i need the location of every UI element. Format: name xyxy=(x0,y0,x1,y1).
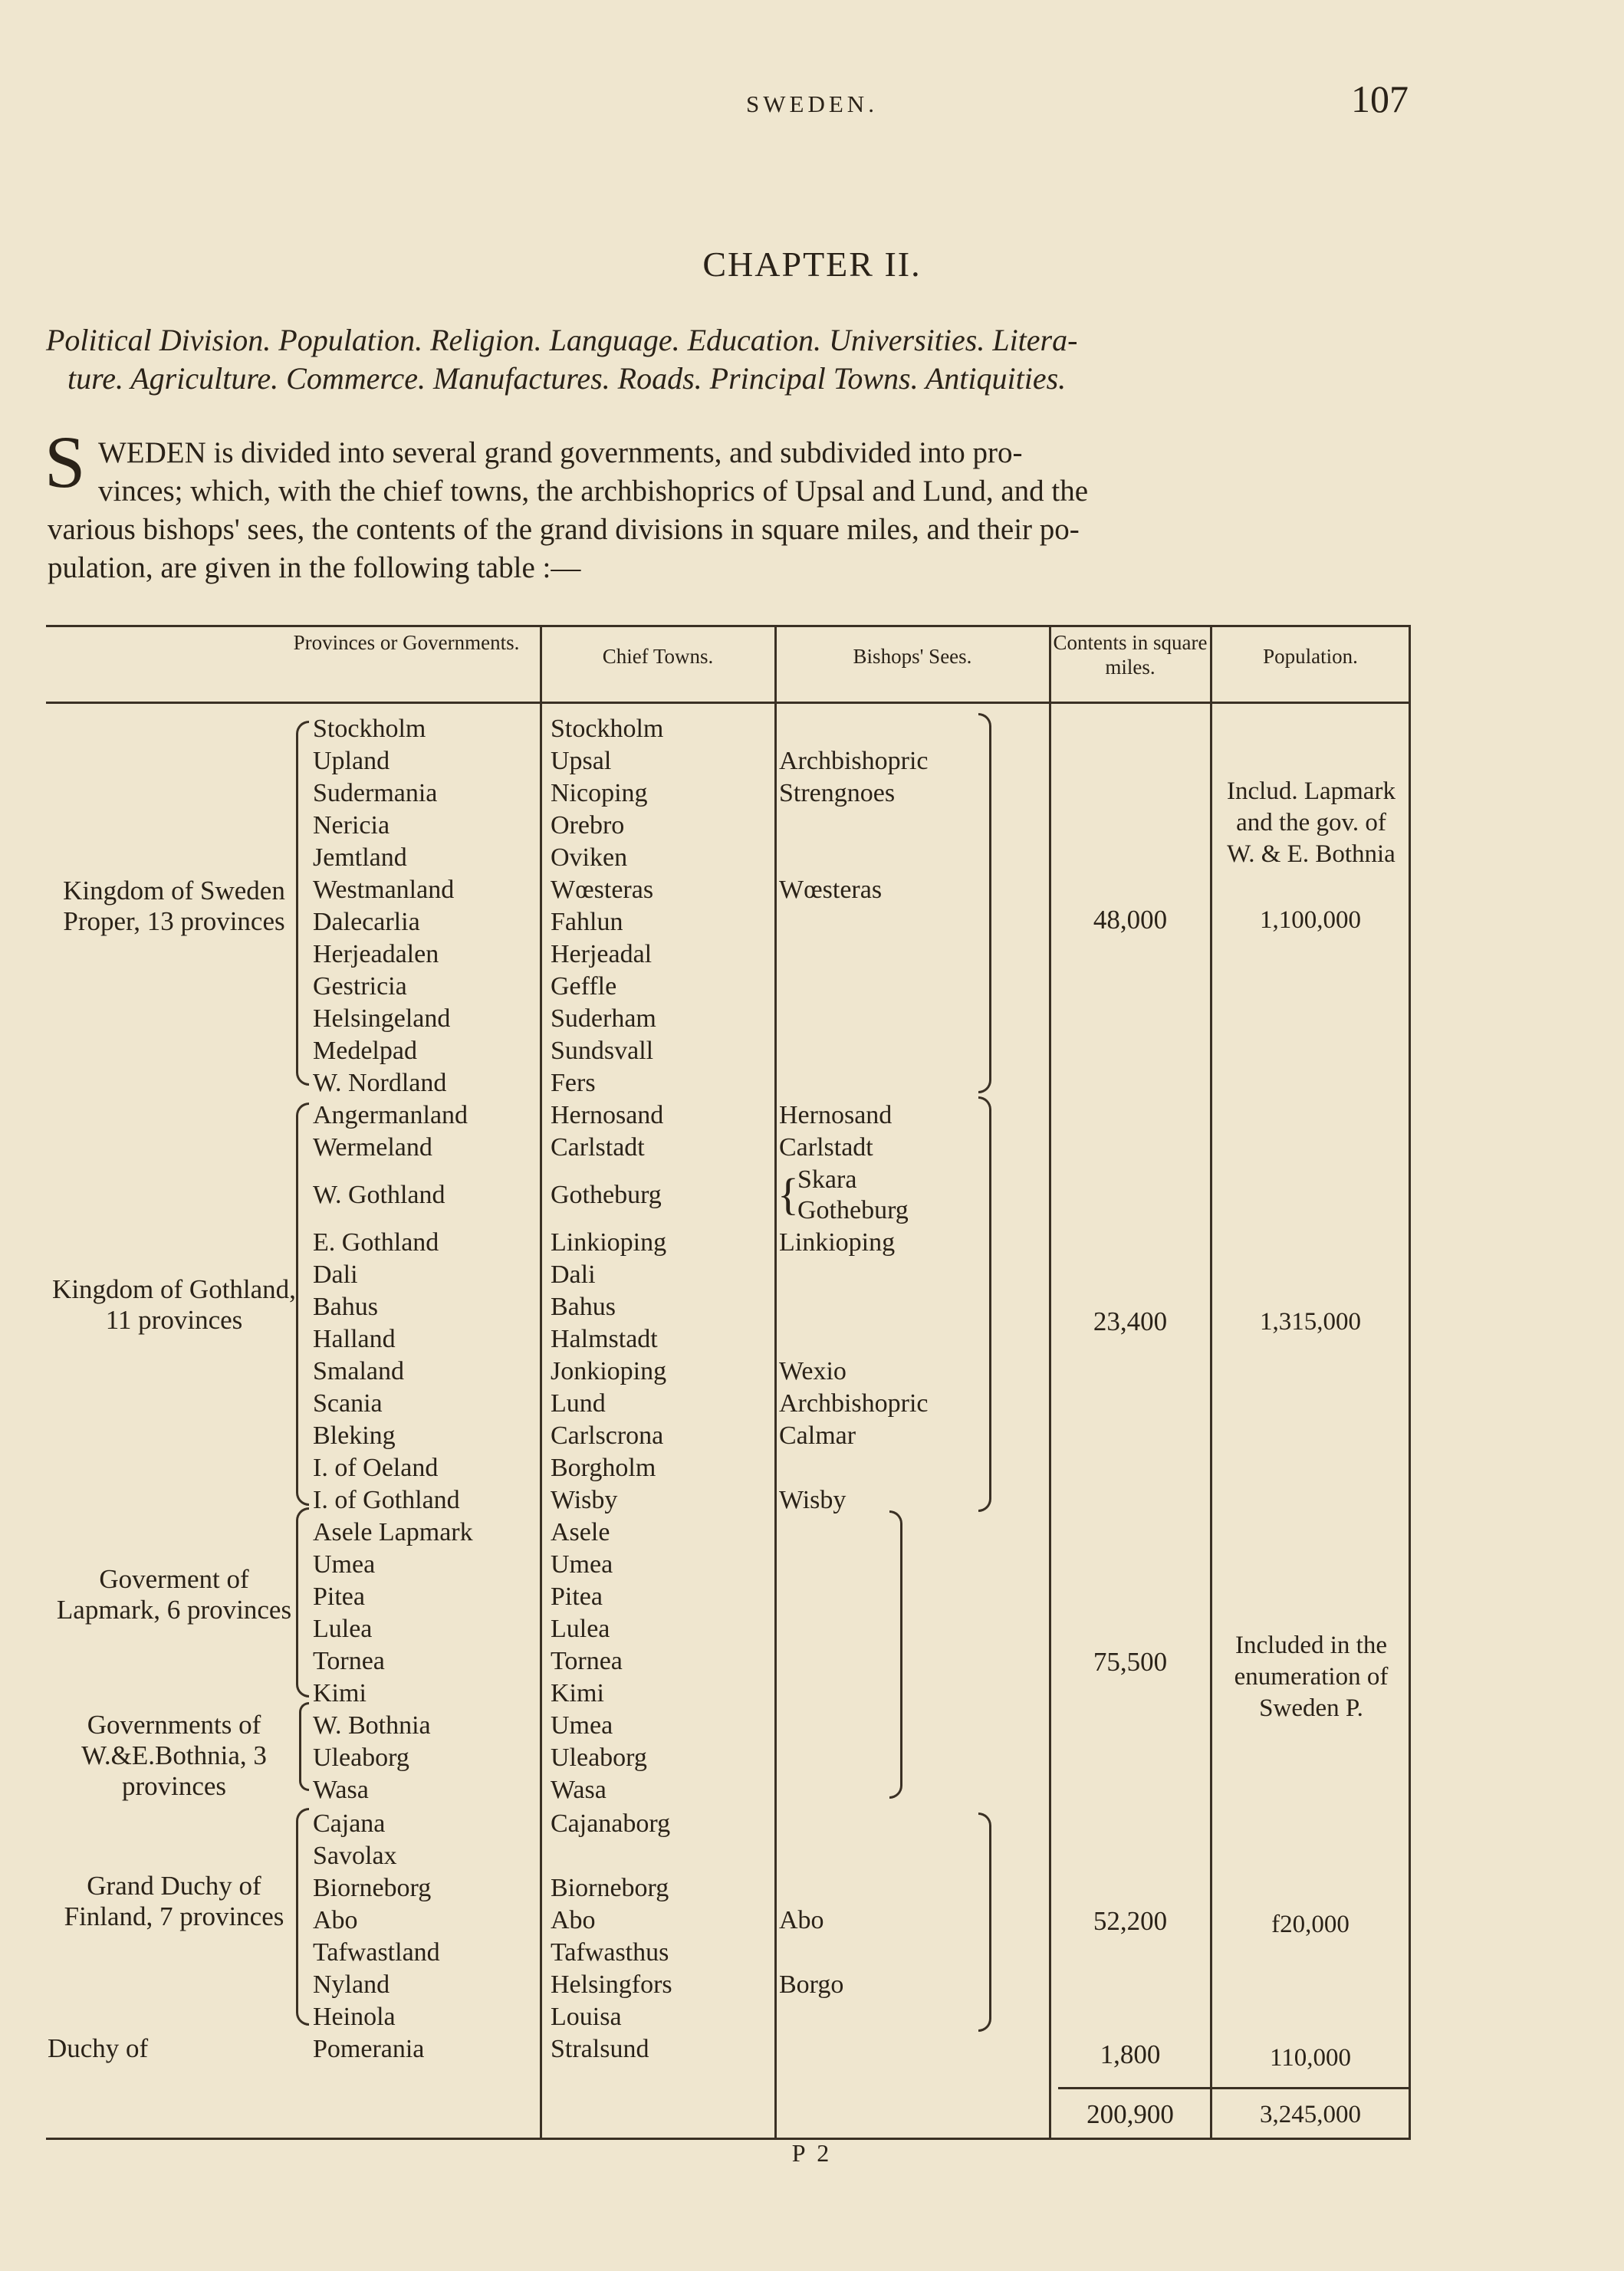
town-cell: Bahus xyxy=(551,1293,616,1321)
brace-bothnia-provinces xyxy=(299,1702,309,1791)
town-cell: Lund xyxy=(551,1389,606,1418)
province-cell: Biorneborg xyxy=(313,1874,432,1902)
header-bishops-sees: Bishops' Sees. xyxy=(853,645,972,668)
page-number: 107 xyxy=(1351,77,1409,120)
province-cell: Savolax xyxy=(313,1842,397,1870)
town-cell: Uleaborg xyxy=(551,1744,647,1772)
province-cell: Medelpad xyxy=(313,1037,417,1065)
see-cell: Archbishopric xyxy=(779,747,929,775)
running-head: SWEDEN. xyxy=(746,90,878,117)
col-rule-1 xyxy=(540,625,542,2139)
contents-pomerania: 1,800 xyxy=(1100,2039,1161,2069)
province-cell: Umea xyxy=(313,1550,376,1579)
see-cell: Wœsteras xyxy=(779,876,883,904)
province-cell: W. Bothnia xyxy=(313,1711,431,1740)
town-cell: Abo xyxy=(551,1906,596,1934)
group-label-finland: Grand Duchy of Finland, 7 provinces xyxy=(64,1871,284,1931)
province-cell: Bleking xyxy=(313,1421,396,1450)
col-rule-5 xyxy=(1409,625,1411,2139)
province-cell: Upland xyxy=(313,747,390,775)
town-cell: Wasa xyxy=(551,1776,607,1804)
province-cell: Tornea xyxy=(313,1647,385,1675)
population-finland: f20,000 xyxy=(1271,1911,1349,1938)
town-cell: Suderham xyxy=(551,1004,656,1033)
brace-gothland-provinces xyxy=(296,1103,309,1506)
brace-gothland-sees xyxy=(978,1096,991,1512)
intro-line-2: vinces; which, with the chief towns, the archbishoprics of Upsal and Lund, and the xyxy=(98,475,1089,508)
province-cell: Nyland xyxy=(313,1970,390,1999)
population-gothland: 1,315,000 xyxy=(1260,1308,1361,1336)
town-cell: Nicoping xyxy=(551,779,648,807)
population-note-sweden-proper: Includ. Lapmark and the gov. of W. & E. Bothnia xyxy=(1227,777,1396,868)
province-cell: Westmanland xyxy=(313,876,455,904)
town-cell: Umea xyxy=(551,1550,613,1579)
town-cell: Oviken xyxy=(551,843,628,872)
intro-line-3: various bishops' sees, the contents of the grand divisions in square miles, and their po- xyxy=(48,513,1080,546)
see-cell: Gotheburg xyxy=(797,1196,909,1224)
table-header-rule xyxy=(46,702,1411,704)
province-cell: Cajana xyxy=(313,1809,386,1838)
town-cell: Fers xyxy=(551,1069,596,1097)
town-cell: Lulea xyxy=(551,1615,610,1643)
province-cell: Nericia xyxy=(313,811,390,840)
contents-lapmark: 75,500 xyxy=(1093,1647,1168,1677)
table-top-rule xyxy=(46,625,1411,627)
col-rule-2 xyxy=(774,625,777,2139)
province-cell: Pitea xyxy=(313,1582,365,1611)
see-cell: Borgo xyxy=(779,1970,844,1999)
group-label-pomerania: Duchy of xyxy=(48,2033,149,2063)
see-cell: Wisby xyxy=(779,1486,847,1514)
province-cell: Wasa xyxy=(313,1776,369,1804)
town-cell: Asele xyxy=(551,1518,610,1546)
header-population: Population. xyxy=(1263,645,1358,668)
province-cell: I. of Oeland xyxy=(313,1454,439,1482)
group-label-gothland: Kingdom of Gothland, 11 provinces xyxy=(52,1274,296,1335)
brace-finland-provinces xyxy=(296,1808,309,2026)
town-cell: Louisa xyxy=(551,2003,622,2031)
town-cell: Borgholm xyxy=(551,1454,656,1482)
chapter-subtitle-line-1: Political Division. Population. Religion. Language. Education. Universities. Litera- xyxy=(46,323,1078,357)
town-cell: Helsingfors xyxy=(551,1970,672,1999)
chapter-title: CHAPTER II. xyxy=(702,245,922,284)
province-cell: Heinola xyxy=(313,2003,396,2031)
contents-finland: 52,200 xyxy=(1093,1906,1168,1936)
town-cell: Linkioping xyxy=(551,1228,667,1257)
population-pomerania: 110,000 xyxy=(1269,2044,1352,2072)
town-cell: Wisby xyxy=(551,1486,618,1514)
province-cell: Scania xyxy=(313,1389,383,1418)
town-cell: Herjeadal xyxy=(551,940,653,968)
province-cell: Sudermania xyxy=(313,779,438,807)
see-cell: Skara xyxy=(797,1165,857,1194)
see-cell: Linkioping xyxy=(779,1228,896,1257)
see-cell: Carlstadt xyxy=(779,1133,873,1162)
province-cell: Lulea xyxy=(313,1615,373,1643)
town-cell: Carlstadt xyxy=(551,1133,645,1162)
province-cell: Halland xyxy=(313,1325,396,1353)
header-contents: Contents in square miles. xyxy=(1053,631,1208,679)
province-cell: Gestricia xyxy=(313,972,407,1001)
town-cell: Jonkioping xyxy=(551,1357,667,1385)
province-cell: Uleaborg xyxy=(313,1744,409,1772)
see-cell: Wexio xyxy=(779,1357,847,1385)
town-cell: Carlscrona xyxy=(551,1421,664,1450)
province-cell: Tafwastland xyxy=(313,1938,440,1967)
intro-line-1: WEDEN is divided into several grand governments, and subdivided into pro- xyxy=(98,436,1023,469)
see-cell: Calmar xyxy=(779,1421,856,1450)
town-cell: Wœsteras xyxy=(551,876,654,904)
town-cell: Stockholm xyxy=(551,715,664,743)
col-rule-3 xyxy=(1049,625,1051,2139)
totals-rule xyxy=(1058,2087,1411,2089)
population-total: 3,245,000 xyxy=(1260,2101,1361,2128)
header-chief-towns: Chief Towns. xyxy=(602,645,714,668)
town-cell: Upsal xyxy=(551,747,612,775)
brace-lapmark-provinces xyxy=(296,1507,309,1697)
province-cell: Bahus xyxy=(313,1293,378,1321)
population-note-lapmark: Included in the enumeration of Sweden P. xyxy=(1234,1632,1389,1722)
intro-line-4: pulation, are given in the following table :— xyxy=(48,551,581,584)
town-cell: Tornea xyxy=(551,1647,623,1675)
brace-sweden-sees xyxy=(978,713,991,1093)
province-cell: Herjeadalen xyxy=(313,940,439,968)
province-cell: Helsingeland xyxy=(313,1004,451,1033)
town-cell: Biorneborg xyxy=(551,1874,669,1902)
see-cell: Strengnoes xyxy=(779,779,896,807)
town-cell: Halmstadt xyxy=(551,1325,658,1353)
province-cell: Abo xyxy=(313,1906,358,1934)
brace-finland-sees xyxy=(978,1813,991,2032)
town-cell: Fahlun xyxy=(551,908,623,936)
drop-cap: S xyxy=(44,421,86,503)
town-cell: Orebro xyxy=(551,811,625,840)
province-cell: Smaland xyxy=(313,1357,404,1385)
province-cell: Dalecarlia xyxy=(313,908,420,936)
province-cell: E. Gothland xyxy=(313,1228,439,1257)
province-cell: Angermanland xyxy=(313,1101,468,1129)
see-cell: Abo xyxy=(779,1906,824,1934)
chapter-subtitle-line-2: ture. Agriculture. Commerce. Manufactures. Roads. Principal Towns. Antiquities. xyxy=(67,361,1067,396)
see-pair-bracket: { xyxy=(777,1169,799,1219)
brace-lapmark-sees xyxy=(889,1510,902,1799)
province-cell: Dali xyxy=(313,1260,358,1289)
header-provinces: Provinces or Governments. xyxy=(293,631,520,654)
town-cell: Tafwasthus xyxy=(551,1938,669,1967)
province-cell: W. Gothland xyxy=(313,1181,445,1209)
province-cell: Wermeland xyxy=(313,1133,432,1162)
contents-sweden-proper: 48,000 xyxy=(1093,905,1168,935)
town-cell: Gotheburg xyxy=(551,1181,662,1209)
population-sweden-proper: 1,100,000 xyxy=(1260,906,1361,934)
contents-total: 200,900 xyxy=(1087,2099,1174,2129)
province-cell: Asele Lapmark xyxy=(313,1518,473,1546)
town-cell: Sundsvall xyxy=(551,1037,654,1065)
town-cell: Cajanaborg xyxy=(551,1809,671,1838)
town-cell: Geffle xyxy=(551,972,617,1001)
group-label-lapmark: Goverment of Lapmark, 6 provinces xyxy=(56,1564,292,1625)
town-cell: Pitea xyxy=(551,1582,603,1611)
col-rule-4 xyxy=(1210,625,1212,2139)
see-cell: Archbishopric xyxy=(779,1389,929,1418)
group-label-bothnia: Governments of W.&E.Bothnia, 3 provinces xyxy=(81,1710,267,1801)
province-cell: I. of Gothland xyxy=(313,1486,460,1514)
town-cell: Hernosand xyxy=(551,1101,664,1129)
province-cell: Kimi xyxy=(313,1679,367,1707)
province-cell: Jemtland xyxy=(313,843,407,872)
province-cell: Stockholm xyxy=(313,715,426,743)
town-cell: Kimi xyxy=(551,1679,604,1707)
group-label-sweden-proper: Kingdom of Sweden Proper, 13 provinces xyxy=(63,876,285,936)
see-cell: Hernosand xyxy=(779,1101,893,1129)
signature-mark: P 2 xyxy=(791,2139,833,2167)
contents-gothland: 23,400 xyxy=(1093,1306,1168,1336)
town-cell: Umea xyxy=(551,1711,613,1740)
town-cell: Stralsund xyxy=(551,2035,649,2063)
brace-sweden-provinces xyxy=(296,721,309,1086)
town-cell: Dali xyxy=(551,1260,596,1289)
province-cell: W. Nordland xyxy=(313,1069,447,1097)
province-cell: Pomerania xyxy=(313,2035,425,2063)
